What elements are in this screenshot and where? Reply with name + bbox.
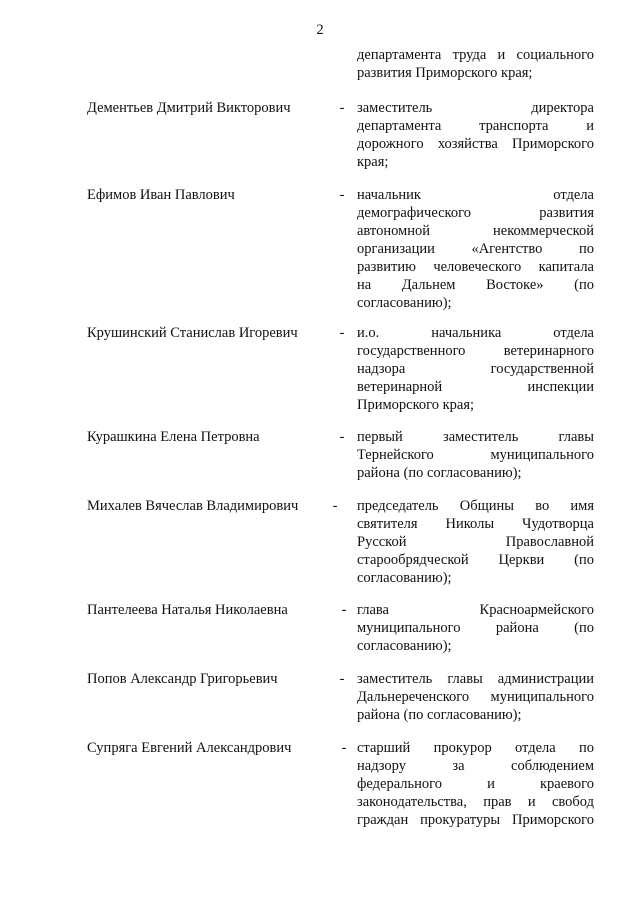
text-line: Тернейского муниципального xyxy=(357,447,594,463)
text-line: начальник отдела xyxy=(357,187,594,203)
text-line: согласованию); xyxy=(357,638,452,654)
position-description xyxy=(357,99,594,171)
text-line: дорожного хозяйства Приморского xyxy=(357,136,594,152)
text-line: Русской Православной xyxy=(357,534,594,550)
person-name: Крушинский Станислав Игоревич xyxy=(87,325,298,341)
text-line: заместитель директора xyxy=(357,100,594,116)
dash-separator: - xyxy=(341,602,347,618)
text-line: развитию человеческого капитала xyxy=(357,259,594,275)
dash-separator: - xyxy=(339,325,345,341)
text-line: граждан прокуратуры Приморского xyxy=(357,812,594,828)
position-description xyxy=(357,324,594,414)
person-name: Ефимов Иван Павлович xyxy=(87,187,235,203)
text-line: автономной некоммерческой xyxy=(357,223,594,239)
position-description xyxy=(357,670,594,724)
dash-separator: - xyxy=(341,740,347,756)
dash-separator: - xyxy=(339,671,345,687)
position-description xyxy=(357,428,594,482)
text-line: председатель Общины во имя xyxy=(357,498,594,514)
text-line: ветеринарной инспекции xyxy=(357,379,594,395)
text-line: заместитель главы администрации xyxy=(357,671,594,687)
text-line: Дальнереченского муниципального xyxy=(357,689,594,705)
text-line: и.о. начальника отдела xyxy=(357,325,594,341)
text-line: согласованию); xyxy=(357,570,452,586)
text-line: демографического развития xyxy=(357,205,594,221)
continuation-text xyxy=(357,46,594,82)
text-line: святителя Николы Чудотворца xyxy=(357,516,594,532)
dash-separator: - xyxy=(339,429,345,445)
person-name: Попов Александр Григорьевич xyxy=(87,671,278,687)
text-line: района (по согласованию); xyxy=(357,707,522,723)
text-line: государственного ветеринарного xyxy=(357,343,594,359)
text-line: федерального и краевого xyxy=(357,776,594,792)
text-line: муниципального района (по xyxy=(357,620,594,636)
text-line: старообрядческой Церкви (по xyxy=(357,552,594,568)
text-line: глава Красноармейского xyxy=(357,602,594,618)
dash-separator: - xyxy=(332,498,338,514)
text-line: района (по согласованию); xyxy=(357,465,522,481)
position-description xyxy=(357,186,594,312)
dash-separator: - xyxy=(339,100,345,116)
person-name: Супряга Евгений Александрович xyxy=(87,740,292,756)
text-line: департамента труда и социального xyxy=(357,47,594,63)
text-line: организации «Агентство по xyxy=(357,241,594,257)
text-line: законодательства, прав и свобод xyxy=(357,794,594,810)
person-name: Михалев Вячеслав Владимирович xyxy=(87,498,299,514)
person-name: Курашкина Елена Петровна xyxy=(87,429,260,445)
text-line: на Дальнем Востоке» (по xyxy=(357,277,594,293)
text-line: департамента транспорта и xyxy=(357,118,594,134)
text-line: Приморского края; xyxy=(357,397,475,413)
page-number: 2 xyxy=(316,22,324,38)
position-description xyxy=(357,601,594,655)
text-line: надзора государственной xyxy=(357,361,594,377)
dash-separator: - xyxy=(339,187,345,203)
text-line: согласованию); xyxy=(357,295,452,311)
text-line: развития Приморского края; xyxy=(357,65,533,81)
text-line: края; xyxy=(357,154,389,170)
text-line: старший прокурор отдела по xyxy=(357,740,594,756)
position-description xyxy=(357,497,594,587)
text-line: первый заместитель главы xyxy=(357,429,594,445)
text-line: надзору за соблюдением xyxy=(357,758,594,774)
position-description xyxy=(357,739,594,829)
person-name: Пантелеева Наталья Николаевна xyxy=(87,602,288,618)
person-name: Дементьев Дмитрий Викторович xyxy=(87,100,291,116)
